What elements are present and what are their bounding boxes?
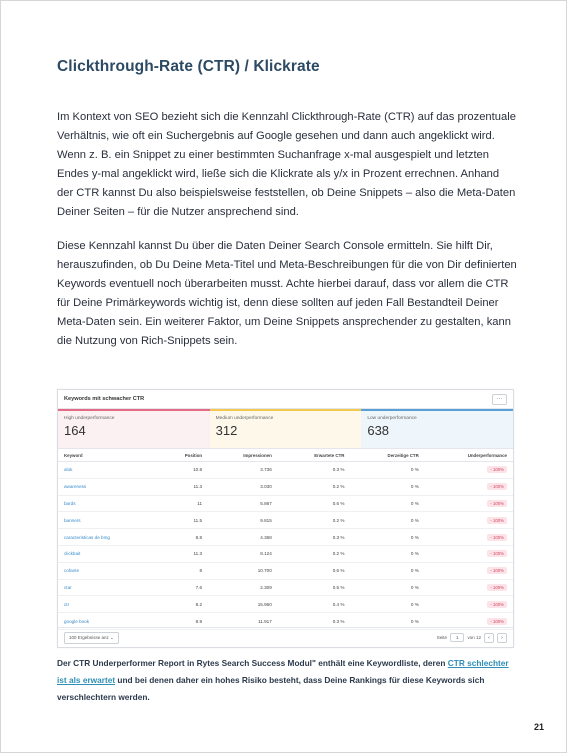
table-row[interactable] bbox=[58, 462, 513, 479]
underperformance-badge: - 100% bbox=[487, 517, 507, 524]
results-per-page-select[interactable] bbox=[64, 632, 119, 644]
kpi-high-underperformance[interactable] bbox=[58, 409, 210, 448]
cell-keyword[interactable]: ctr bbox=[58, 596, 158, 613]
cell-expected-ctr: 0.6 % bbox=[278, 562, 351, 579]
cell-underperformance bbox=[425, 579, 513, 596]
cell-keyword[interactable]: ctar bbox=[58, 579, 158, 596]
page-label: Seite bbox=[436, 635, 447, 640]
report-title: Keywords mit schwacher CTR bbox=[64, 396, 145, 402]
cell-expected-ctr: 0.4 % bbox=[278, 596, 351, 613]
page-number: 21 bbox=[534, 722, 545, 732]
report-footer bbox=[58, 627, 513, 647]
underperformance-badge: - 100% bbox=[487, 500, 507, 507]
cell-position: 11.3 bbox=[158, 545, 208, 562]
cell-position: 11.3 bbox=[158, 478, 208, 495]
cell-underperformance bbox=[425, 562, 513, 579]
underperformance-badge: - 100% bbox=[487, 618, 507, 625]
col-position[interactable]: Position bbox=[158, 449, 208, 462]
cell-current-ctr: 0 % bbox=[350, 529, 424, 546]
cell-underperformance bbox=[425, 462, 513, 479]
report-header bbox=[58, 390, 513, 409]
kpi-value: 164 bbox=[64, 423, 86, 438]
cell-position: 11.5 bbox=[158, 512, 208, 529]
underperformance-badge: - 100% bbox=[487, 567, 507, 574]
kpi-value: 638 bbox=[367, 423, 390, 438]
cell-current-ctr: 0 % bbox=[350, 478, 424, 495]
cell-keyword[interactable]: clickbait bbox=[58, 545, 158, 562]
cell-position: 8.9 bbox=[158, 613, 208, 630]
table-header-row bbox=[58, 449, 513, 462]
ctr-report-screenshot bbox=[57, 389, 514, 648]
kpi-low-bar bbox=[361, 409, 513, 411]
underperformance-badge: - 100% bbox=[487, 550, 507, 557]
next-page-button[interactable]: › bbox=[497, 633, 507, 643]
cell-underperformance bbox=[425, 596, 513, 613]
cell-underperformance bbox=[425, 495, 513, 512]
cell-underperformance bbox=[425, 512, 513, 529]
caption-text-after: und bei denen daher ein hohes Risiko besteht, dass Deine Rankings für diese Keywords sich verschlechtern werden. bbox=[57, 675, 485, 702]
col-current-ctr[interactable]: Derzeitige CTR bbox=[350, 449, 424, 462]
table-row[interactable] bbox=[58, 478, 513, 495]
cell-keyword[interactable]: alok bbox=[58, 462, 158, 479]
cell-current-ctr: 0 % bbox=[350, 579, 424, 596]
kpi-label: High underperformance bbox=[64, 416, 115, 421]
col-expected-ctr[interactable]: Erwartete CTR bbox=[278, 449, 351, 462]
cell-expected-ctr: 0.2 % bbox=[278, 478, 351, 495]
prev-page-button[interactable]: ‹ bbox=[484, 633, 494, 643]
table-row[interactable] bbox=[58, 529, 513, 546]
cell-keyword[interactable]: bards bbox=[58, 495, 158, 512]
cell-position: 8.8 bbox=[158, 529, 208, 546]
cell-underperformance bbox=[425, 529, 513, 546]
cell-current-ctr: 0 % bbox=[350, 596, 424, 613]
col-keyword[interactable]: Keyword bbox=[58, 449, 158, 462]
table-row[interactable] bbox=[58, 579, 513, 596]
underperformance-badge: - 100% bbox=[487, 584, 507, 591]
figure-caption bbox=[57, 655, 512, 706]
cell-impressions: 2.309 bbox=[208, 579, 278, 596]
cell-current-ctr: 0 % bbox=[350, 462, 424, 479]
caption-text-before: Der CTR Underperformer Report in Rytes Search Success Modul" enthält eine Keywordliste, deren bbox=[57, 658, 448, 668]
underperformance-badge: - 100% bbox=[487, 534, 507, 541]
cell-current-ctr: 0 % bbox=[350, 562, 424, 579]
cell-keyword[interactable]: caracteristicas de bmg bbox=[58, 529, 158, 546]
cell-expected-ctr: 0.2 % bbox=[278, 512, 351, 529]
cell-position: 7.6 bbox=[158, 579, 208, 596]
cell-expected-ctr: 0.5 % bbox=[278, 579, 351, 596]
underperformance-badge: - 100% bbox=[487, 601, 507, 608]
cell-impressions: 3.030 bbox=[208, 478, 278, 495]
chevron-down-icon: ⌄ bbox=[110, 634, 114, 640]
cell-impressions: 11.917 bbox=[208, 613, 278, 630]
cell-impressions: 3.736 bbox=[208, 462, 278, 479]
kpi-low-underperformance[interactable] bbox=[361, 409, 513, 448]
kpi-label: Low underperformance bbox=[367, 416, 417, 421]
table-row[interactable] bbox=[58, 512, 513, 529]
cell-impressions: 10.700 bbox=[208, 562, 278, 579]
table-row[interactable] bbox=[58, 562, 513, 579]
kpi-medium-bar bbox=[210, 409, 362, 411]
pagination bbox=[437, 633, 507, 643]
cell-keyword[interactable]: awareness bbox=[58, 478, 158, 495]
cell-impressions: 5.867 bbox=[208, 495, 278, 512]
cell-current-ctr: 0 % bbox=[350, 613, 424, 630]
cell-underperformance bbox=[425, 478, 513, 495]
cell-keyword[interactable]: banners bbox=[58, 512, 158, 529]
underperformance-badge: - 100% bbox=[487, 483, 507, 490]
table-row[interactable] bbox=[58, 495, 513, 512]
col-underperformance[interactable]: Underperformance bbox=[425, 449, 513, 462]
keyword-table bbox=[58, 449, 513, 630]
cell-impressions: 15.960 bbox=[208, 596, 278, 613]
cell-position: 11 bbox=[158, 495, 208, 512]
kpi-value: 312 bbox=[215, 423, 238, 438]
cell-expected-ctr: 0.3 % bbox=[278, 462, 351, 479]
cell-underperformance bbox=[425, 545, 513, 562]
caption-link[interactable]: CTR schlechter ist als erwartet bbox=[57, 658, 509, 685]
paragraph-ctr-definition: Im Kontext von SEO bezieht sich die Kennzahl Clickthrough-Rate (CTR) auf das prozentuale Verhältnis, wie oft ein Suchergebnis auf Google gesehen und dann auch angeklickt wird. Wenn z. B. ein Snippet zu einer bestimmten Suchanfrage x-mal ausgespielt und letzten Endes y-mal angeklickt wird, ließe sich die Klickrate als y/x in Prozent errechnen. Anhand der CTR kannst Du also beispielsweise feststellen, ob Deine Snippets – also die Meta-Daten Deiner Seiten – für die Nutzer ansprechend sind. bbox=[57, 111, 516, 218]
cell-impressions: 8.124 bbox=[208, 545, 278, 562]
table-row[interactable] bbox=[58, 545, 513, 562]
cell-expected-ctr: 0.6 % bbox=[278, 495, 351, 512]
cell-current-ctr: 0 % bbox=[350, 512, 424, 529]
cell-current-ctr: 0 % bbox=[350, 495, 424, 512]
col-impressions[interactable]: Impressionen bbox=[208, 449, 278, 462]
cell-expected-ctr: 0.2 % bbox=[278, 545, 351, 562]
page-total: von 12 bbox=[467, 635, 481, 640]
results-per-page-label: 100 Ergebnisse anz bbox=[69, 634, 109, 640]
paragraph-search-console: Diese Kennzahl kannst Du über die Daten Deiner Search Console ermitteln. Sie hilft Dir, herauszufinden, ob Du Deine Meta-Titel und Meta-Beschreibungen für die von Dir definierten Keywords eventuell noch überarbeiten musst. Achte hierbei darauf, dass vor allem die CTR für Deine Primärkeywords wichtig ist, denn diese sollten auf jeden Fall Bestandteil Deiner Meta-Daten sein. Ein weiterer Faktor, um Deine Snippets ansprechender zu gestalten, kann die Nutzung von Rich-Snippets sein. bbox=[57, 240, 517, 347]
cell-position: 8.2 bbox=[158, 596, 208, 613]
more-options-icon[interactable]: … bbox=[492, 394, 507, 405]
kpi-medium-underperformance[interactable] bbox=[210, 409, 362, 448]
cell-current-ctr: 0 % bbox=[350, 545, 424, 562]
cell-impressions: 9.815 bbox=[208, 512, 278, 529]
cell-impressions: 4.368 bbox=[208, 529, 278, 546]
kpi-high-bar bbox=[58, 409, 210, 411]
cell-expected-ctr: 0.3 % bbox=[278, 613, 351, 630]
cell-expected-ctr: 0.3 % bbox=[278, 529, 351, 546]
cell-position: 10.8 bbox=[158, 462, 208, 479]
cell-keyword[interactable]: google book bbox=[58, 613, 158, 630]
table-row[interactable] bbox=[58, 596, 513, 613]
cell-keyword[interactable]: cofante bbox=[58, 562, 158, 579]
page-heading: Clickthrough-Rate (CTR) / Klickrate bbox=[57, 58, 320, 75]
kpi-row bbox=[58, 409, 513, 449]
cell-position: 8 bbox=[158, 562, 208, 579]
kpi-label: Medium underperformance bbox=[215, 416, 274, 421]
underperformance-badge: - 100% bbox=[487, 466, 507, 473]
page-input[interactable]: 1 bbox=[450, 633, 465, 642]
